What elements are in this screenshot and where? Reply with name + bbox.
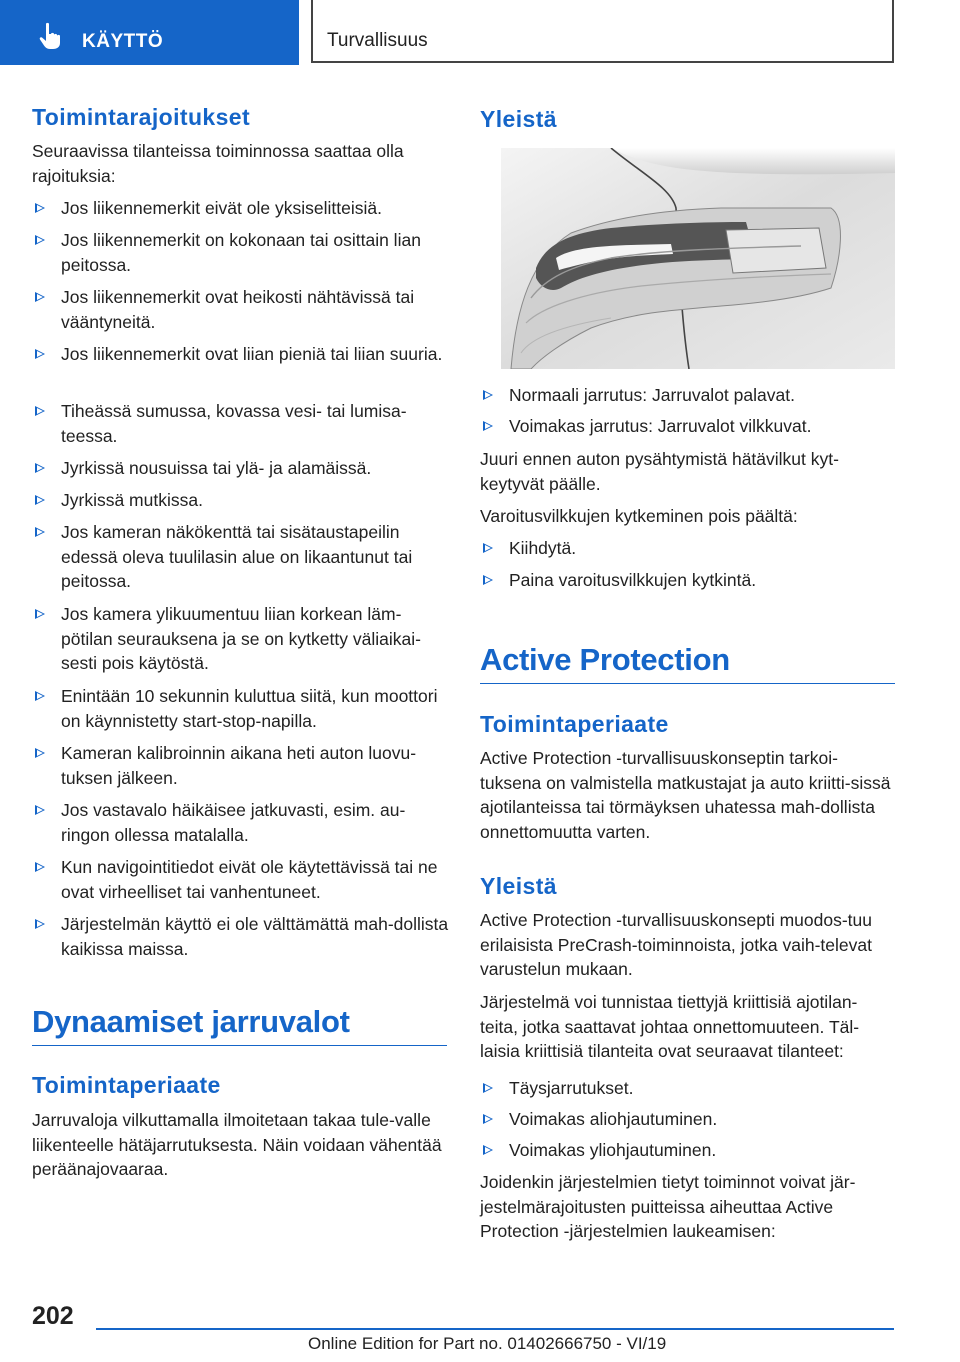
- bullet-triangle-icon: [35, 748, 45, 758]
- bullet-triangle-icon: [35, 235, 45, 245]
- bullet-triangle-icon: [35, 862, 45, 872]
- general-heading: Yleistä: [480, 106, 557, 132]
- tail-light-image: [501, 148, 895, 369]
- restrictions-heading: Toimintarajoitukset: [32, 104, 251, 130]
- restrictions-intro: Seuraavissa tilanteissa toiminnossa saattaa olla rajoituksia:: [32, 141, 404, 186]
- bullet-triangle-icon: [35, 527, 45, 537]
- active-protection-title: Active Protection: [480, 642, 730, 677]
- principle-text: Jarruvaloja vilkuttamalla ilmoitetaan takaa tule-valle liikenteelle hätäjarrutuksesta. Näin voidaan vähentää peräänajovaaraa.: [32, 1110, 442, 1179]
- bullet-triangle-icon: [35, 406, 45, 416]
- ap-general-text-1: Active Protection -turvallisuuskonsepti muodos-tuu erilaisista PreCrash-toiminnoista, jotka vaih-televat varustelun mukaan.: [480, 910, 872, 979]
- bullet-triangle-icon: [35, 203, 45, 213]
- bullet-triangle-icon: [35, 463, 45, 473]
- ap-general-heading: Yleistä: [480, 873, 557, 899]
- bullet-triangle-icon: [35, 292, 45, 302]
- bullet-triangle-icon: [483, 543, 493, 553]
- bullet-triangle-icon: [35, 349, 45, 359]
- section-header: [311, 0, 894, 63]
- bullet-triangle-icon: [483, 1145, 493, 1155]
- title-rule: [32, 1045, 447, 1046]
- bullet-triangle-icon: [35, 805, 45, 815]
- brake-paragraph-1: Juuri ennen auton pysähtymistä hätävilkut kyt-keytyvät päälle.: [480, 449, 839, 494]
- ap-principle-heading: Toimintaperiaate: [480, 711, 669, 737]
- bullet-triangle-icon: [483, 1083, 493, 1093]
- bullet-triangle-icon: [35, 495, 45, 505]
- principle-heading: Toimintaperiaate: [32, 1072, 221, 1098]
- page-number: 202: [32, 1302, 74, 1330]
- dynamic-brake-lights-title: Dynaamiset jarruvalot: [32, 1004, 350, 1039]
- bullet-triangle-icon: [483, 1114, 493, 1124]
- bullet-triangle-icon: [35, 691, 45, 701]
- final-text: Joidenkin järjestelmien tietyt toiminnot voivat jär-jestelmärajoitusten puitteissa aiheuttaa Active Protection -järjestelmien laukeamisen:: [480, 1172, 856, 1241]
- title-rule: [480, 683, 895, 684]
- bullet-triangle-icon: [35, 919, 45, 929]
- chapter-tab[interactable]: [0, 0, 299, 65]
- ap-general-text-2: Järjestelmä voi tunnistaa tiettyjä kriittisiä ajotilan-teita, jotka saattavat johtaa onnettomuuteen. Täl-laisia kriittisiä tilanteita ovat seuraavat tilanteet:: [480, 992, 860, 1061]
- bullet-triangle-icon: [35, 609, 45, 619]
- chapter-tab-label: KÄYTTÖ: [82, 31, 164, 52]
- bullet-triangle-icon: [483, 421, 493, 431]
- bullet-triangle-icon: [483, 575, 493, 585]
- footer-rule: [96, 1328, 894, 1330]
- pointing-hand-icon: [38, 22, 64, 50]
- section-title: Turvallisuus: [327, 30, 428, 51]
- ap-principle-text: Active Protection -turvallisuuskonseptin tarkoi-tuksena on valmistella matkustajat ja auto kriitti-sissä ajotilanteissa tai törmäyksen uhatessa mah-dollista onnettomuutta varten.: [480, 748, 891, 842]
- brake-paragraph-2: Varoitusvilkkujen kytkeminen pois päältä:: [480, 506, 798, 526]
- bullet-triangle-icon: [483, 390, 493, 400]
- edition-footer: Online Edition for Part no. 01402666750 - VI/19: [308, 1334, 667, 1353]
